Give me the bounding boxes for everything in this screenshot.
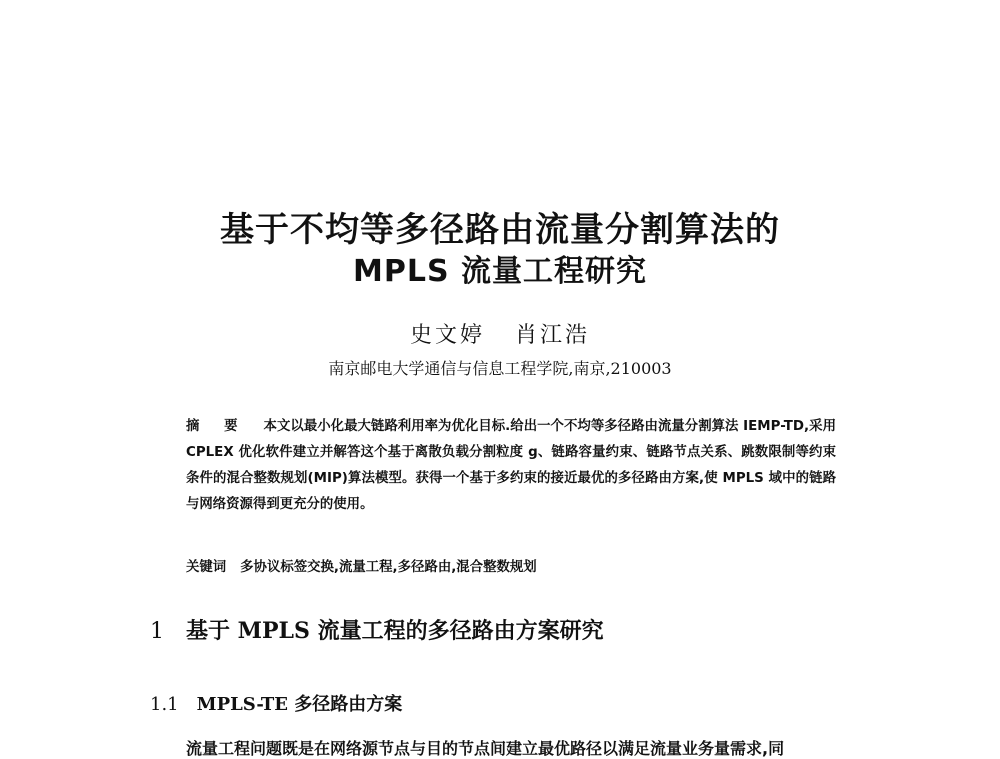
keywords-text: 多协议标签交换,流量工程,多径路由,混合整数规划 (240, 560, 537, 575)
abstract-label: 摘 要 (186, 419, 248, 434)
section-1-number: 1 (150, 619, 164, 644)
affiliation: 南京邮电大学通信与信息工程学院,南京,210003 (328, 359, 672, 378)
section-1-1-title: MPLS-TE 多径路由方案 (196, 694, 403, 715)
section-1-heading (150, 614, 604, 645)
paper-title-line1: 基于不均等多径路由流量分割算法的 (220, 210, 780, 250)
keywords-label: 关键词 (186, 560, 227, 575)
abstract-text: 本文以最小化最大链路利用率为优化目标.给出一个不均等多径路由流量分割算法 IEMP-TD,采用 CPLEX 优化软件建立并解答这个基于离散负载分割粒度 g、链路容量约束、链路节点关系、跳数限制等约束条件的混合整数规划(MIP)算法模型。获得一个基于多约束的接近最优的多径路由方案,使 MPLS 域中的链路与网络资源得到更充分的使用。 (186, 419, 836, 512)
paper-title-line2: MPLS 流量工程研究 (352, 254, 647, 289)
section-1-1-heading (150, 690, 402, 716)
section-1-1-number: 1.1 (150, 694, 179, 715)
author-1: 史文婷 (409, 323, 485, 348)
section-1-title: 基于 MPLS 流量工程的多径路由方案研究 (186, 618, 604, 644)
abstract (186, 414, 836, 518)
body-paragraph-first-line: 流量工程问题既是在网络源节点与目的节点间建立最优路径以满足流量业务量需求,同 (186, 739, 785, 758)
authors (0, 318, 1000, 349)
author-2: 肖江浩 (515, 323, 591, 348)
keywords (186, 556, 836, 575)
